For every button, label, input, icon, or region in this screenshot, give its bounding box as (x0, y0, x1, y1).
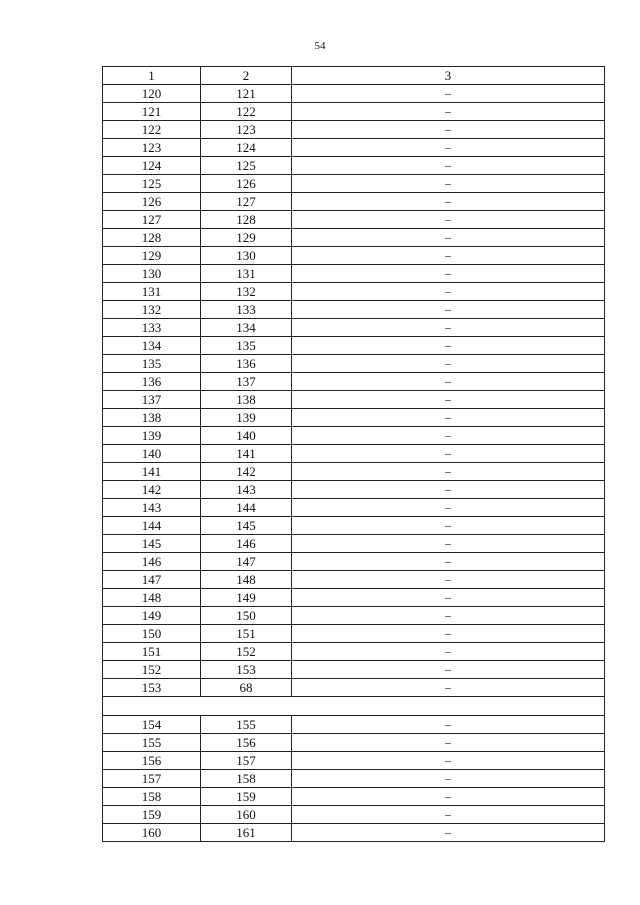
table-row (103, 409, 605, 427)
table-cell-col-2: 125 (201, 157, 292, 175)
table-row (103, 85, 605, 103)
table-cell-col-2: 156 (201, 734, 292, 752)
table-cell-col-2: 153 (201, 661, 292, 679)
table-row (103, 265, 605, 283)
table-cell-col-3: – (292, 283, 605, 301)
table-cell-col-2: 124 (201, 139, 292, 157)
table-body-part-1 (103, 85, 605, 697)
table-cell-col-3: – (292, 229, 605, 247)
table-cell-col-2: 157 (201, 752, 292, 770)
table-header-row (103, 67, 605, 85)
table-cell-col-1: 134 (103, 337, 201, 355)
table-row (103, 535, 605, 553)
table-cell-col-2: 135 (201, 337, 292, 355)
table-cell-col-2: 122 (201, 103, 292, 121)
table-cell-col-2: 138 (201, 391, 292, 409)
table-row (103, 679, 605, 697)
table-cell-col-2: 145 (201, 517, 292, 535)
table-cell-col-1: 135 (103, 355, 201, 373)
table-cell-col-3: – (292, 734, 605, 752)
table-row (103, 391, 605, 409)
table-cell-col-1: 133 (103, 319, 201, 337)
table-cell-col-3: – (292, 752, 605, 770)
table-row (103, 301, 605, 319)
table-row (103, 607, 605, 625)
table-cell-col-3: – (292, 265, 605, 283)
table-cell-col-3: – (292, 409, 605, 427)
table-cell-col-3: – (292, 824, 605, 842)
table-cell-col-3: – (292, 535, 605, 553)
table-cell-col-3: – (292, 499, 605, 517)
table-row (103, 625, 605, 643)
table-row (103, 427, 605, 445)
table-cell-col-1: 146 (103, 553, 201, 571)
table-gap-cell (103, 697, 605, 716)
table-cell-col-2: 134 (201, 319, 292, 337)
table-cell-col-3: – (292, 103, 605, 121)
table-cell-col-3: – (292, 643, 605, 661)
table-cell-col-2: 128 (201, 211, 292, 229)
table-row (103, 824, 605, 842)
table-cell-col-1: 123 (103, 139, 201, 157)
table-cell-col-3: – (292, 247, 605, 265)
data-table (102, 66, 605, 842)
table-cell-col-3: – (292, 355, 605, 373)
table-cell-col-2: 130 (201, 247, 292, 265)
table-cell-col-1: 147 (103, 571, 201, 589)
table-gap (103, 697, 605, 716)
table-cell-col-2: 137 (201, 373, 292, 391)
table-cell-col-2: 143 (201, 481, 292, 499)
table-cell-col-1: 138 (103, 409, 201, 427)
table-row (103, 553, 605, 571)
table-cell-col-2: 142 (201, 463, 292, 481)
table-cell-col-1: 121 (103, 103, 201, 121)
table-cell-col-3: – (292, 427, 605, 445)
table-cell-col-2: 132 (201, 283, 292, 301)
table-cell-col-3: – (292, 679, 605, 697)
table-cell-col-2: 140 (201, 427, 292, 445)
table-cell-col-3: – (292, 716, 605, 734)
table-cell-col-2: 133 (201, 301, 292, 319)
table-row (103, 788, 605, 806)
table-cell-col-2: 149 (201, 589, 292, 607)
table-row (103, 517, 605, 535)
table-cell-col-2: 147 (201, 553, 292, 571)
table-row (103, 121, 605, 139)
table-cell-col-1: 128 (103, 229, 201, 247)
table-row (103, 499, 605, 517)
table-row (103, 716, 605, 734)
table-cell-col-1: 142 (103, 481, 201, 499)
column-header-1: 1 (103, 67, 201, 85)
table-row (103, 337, 605, 355)
page-number: 54 (314, 40, 326, 52)
table-cell-col-2: 131 (201, 265, 292, 283)
table-cell-col-1: 143 (103, 499, 201, 517)
table-cell-col-1: 145 (103, 535, 201, 553)
table-cell-col-3: – (292, 157, 605, 175)
table-cell-col-3: – (292, 445, 605, 463)
table-cell-col-1: 124 (103, 157, 201, 175)
table-cell-col-3: – (292, 373, 605, 391)
table-row (103, 589, 605, 607)
table-cell-col-2: 151 (201, 625, 292, 643)
table-cell-col-2: 141 (201, 445, 292, 463)
table-cell-col-2: 160 (201, 806, 292, 824)
table-cell-col-1: 140 (103, 445, 201, 463)
table-cell-col-3: – (292, 661, 605, 679)
table-cell-col-1: 131 (103, 283, 201, 301)
column-header-3: 3 (292, 67, 605, 85)
table-cell-col-2: 148 (201, 571, 292, 589)
table-cell-col-3: – (292, 319, 605, 337)
table-cell-col-1: 139 (103, 427, 201, 445)
table-cell-col-3: – (292, 139, 605, 157)
table-cell-col-1: 156 (103, 752, 201, 770)
table-cell-col-1: 141 (103, 463, 201, 481)
table-cell-col-1: 160 (103, 824, 201, 842)
table-cell-col-1: 127 (103, 211, 201, 229)
table-cell-col-1: 157 (103, 770, 201, 788)
table-body-part-2 (103, 716, 605, 842)
table-cell-col-3: – (292, 211, 605, 229)
table-row (103, 481, 605, 499)
table-cell-col-2: 146 (201, 535, 292, 553)
table-cell-col-3: – (292, 806, 605, 824)
table-cell-col-1: 125 (103, 175, 201, 193)
table-cell-col-1: 150 (103, 625, 201, 643)
table-row (103, 103, 605, 121)
table-cell-col-3: – (292, 193, 605, 211)
table-row (103, 175, 605, 193)
table-cell-col-3: – (292, 589, 605, 607)
table-row (103, 463, 605, 481)
table-row (103, 752, 605, 770)
table-cell-col-2: 150 (201, 607, 292, 625)
table-cell-col-1: 137 (103, 391, 201, 409)
table-row (103, 734, 605, 752)
table-cell-col-3: – (292, 788, 605, 806)
table-cell-col-3: – (292, 85, 605, 103)
table-cell-col-3: – (292, 625, 605, 643)
table-row (103, 247, 605, 265)
table-cell-col-1: 132 (103, 301, 201, 319)
table-cell-col-3: – (292, 175, 605, 193)
table-cell-col-2: 161 (201, 824, 292, 842)
table-cell-col-3: – (292, 121, 605, 139)
table-cell-col-1: 144 (103, 517, 201, 535)
table-cell-col-2: 158 (201, 770, 292, 788)
table-cell-col-3: – (292, 770, 605, 788)
table-row (103, 139, 605, 157)
table-cell-col-2: 126 (201, 175, 292, 193)
table-cell-col-1: 120 (103, 85, 201, 103)
table-cell-col-3: – (292, 337, 605, 355)
table-cell-col-2: 121 (201, 85, 292, 103)
table-cell-col-2: 139 (201, 409, 292, 427)
data-table-container (102, 66, 604, 842)
table-row (103, 770, 605, 788)
table-row (103, 355, 605, 373)
table-cell-col-3: – (292, 517, 605, 535)
table-cell-col-1: 158 (103, 788, 201, 806)
table-row (103, 661, 605, 679)
table-row (103, 373, 605, 391)
table-cell-col-2: 123 (201, 121, 292, 139)
table-cell-col-2: 68 (201, 679, 292, 697)
table-row (103, 211, 605, 229)
table-cell-col-3: – (292, 553, 605, 571)
table-cell-col-1: 151 (103, 643, 201, 661)
table-cell-col-1: 148 (103, 589, 201, 607)
table-cell-col-1: 153 (103, 679, 201, 697)
column-header-2: 2 (201, 67, 292, 85)
table-row (103, 229, 605, 247)
table-cell-col-1: 154 (103, 716, 201, 734)
table-cell-col-1: 126 (103, 193, 201, 211)
table-cell-col-2: 129 (201, 229, 292, 247)
table-cell-col-1: 130 (103, 265, 201, 283)
table-cell-col-1: 122 (103, 121, 201, 139)
table-cell-col-3: – (292, 571, 605, 589)
table-cell-col-2: 144 (201, 499, 292, 517)
table-cell-col-2: 155 (201, 716, 292, 734)
table-row (103, 319, 605, 337)
table-cell-col-2: 159 (201, 788, 292, 806)
table-row (103, 643, 605, 661)
table-gap-row (103, 697, 605, 716)
table-cell-col-3: – (292, 463, 605, 481)
table-cell-col-3: – (292, 481, 605, 499)
table-cell-col-3: – (292, 607, 605, 625)
table-cell-col-3: – (292, 391, 605, 409)
table-row (103, 445, 605, 463)
table-row (103, 283, 605, 301)
table-cell-col-3: – (292, 301, 605, 319)
table-cell-col-2: 136 (201, 355, 292, 373)
table-cell-col-1: 155 (103, 734, 201, 752)
table-row (103, 571, 605, 589)
table-cell-col-2: 127 (201, 193, 292, 211)
table-cell-col-1: 149 (103, 607, 201, 625)
table-cell-col-1: 159 (103, 806, 201, 824)
table-cell-col-1: 129 (103, 247, 201, 265)
table-cell-col-1: 136 (103, 373, 201, 391)
table-row (103, 806, 605, 824)
table-row (103, 193, 605, 211)
table-row (103, 157, 605, 175)
table-cell-col-1: 152 (103, 661, 201, 679)
table-cell-col-2: 152 (201, 643, 292, 661)
